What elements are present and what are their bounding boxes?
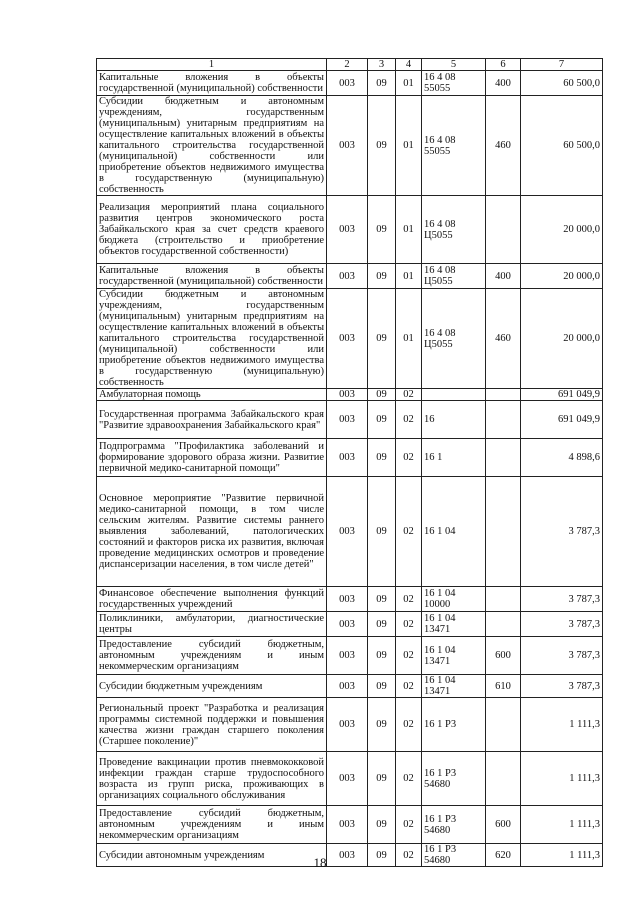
target-article-code: 16 1 04 13471 <box>422 637 486 675</box>
expense-type-code <box>486 698 521 752</box>
admin-code: 003 <box>327 439 368 477</box>
target-article-code: 16 <box>422 401 486 439</box>
column-number: 1 <box>97 59 327 71</box>
table-row <box>97 71 603 96</box>
target-article-code: 16 4 08 Ц5055 <box>422 264 486 289</box>
subsection-code: 02 <box>396 806 422 844</box>
subsection-code: 01 <box>396 264 422 289</box>
subsection-code: 02 <box>396 752 422 806</box>
table-row <box>97 806 603 844</box>
column-number: 6 <box>486 59 521 71</box>
budget-item-name: Финансовое обеспечение выполнения функций государственных учреждений <box>97 587 327 612</box>
budget-item-name: Основное мероприятие "Развитие первичной медико-санитарной помощи, в том числе сельским жителям. Развитие системы раннего выявления заболеваний, патологических состояний и факторов риска их развития, включая проведение медицинских осмотров и проведение диспансеризации населения, в том числе детей" <box>97 477 327 587</box>
table-row <box>97 637 603 675</box>
column-number: 5 <box>422 59 486 71</box>
column-number: 3 <box>368 59 396 71</box>
budget-item-name: Амбулаторная помощь <box>97 389 327 401</box>
table-row <box>97 477 603 587</box>
budget-item-name: Региональный проект "Разработка и реализация программы системной поддержки и повышения качества жизни граждан старшего поколения (Старшее поколение)" <box>97 698 327 752</box>
target-article-code: 16 1 04 <box>422 477 486 587</box>
expense-type-code <box>486 612 521 637</box>
target-article-code: 16 1 Р3 54680 <box>422 844 486 867</box>
section-code: 09 <box>368 612 396 637</box>
amount: 3 787,3 <box>521 675 603 698</box>
section-code: 09 <box>368 196 396 264</box>
amount: 1 111,3 <box>521 844 603 867</box>
table-row <box>97 389 603 401</box>
target-article-code: 16 1 Р3 <box>422 698 486 752</box>
section-code: 09 <box>368 439 396 477</box>
subsection-code: 01 <box>396 71 422 96</box>
subsection-code: 02 <box>396 477 422 587</box>
budget-item-name: Государственная программа Забайкальского края "Развитие здравоохранения Забайкальского края" <box>97 401 327 439</box>
table-row <box>97 675 603 698</box>
table-row <box>97 439 603 477</box>
expense-type-code: 400 <box>486 71 521 96</box>
section-code: 09 <box>368 71 396 96</box>
amount: 691 049,9 <box>521 401 603 439</box>
expense-type-code <box>486 477 521 587</box>
target-article-code: 16 4 08 Ц5055 <box>422 196 486 264</box>
amount: 3 787,3 <box>521 587 603 612</box>
budget-item-name: Капитальные вложения в объекты государственной (муниципальной) собственности <box>97 71 327 96</box>
subsection-code: 02 <box>396 637 422 675</box>
section-code: 09 <box>368 844 396 867</box>
admin-code: 003 <box>327 844 368 867</box>
column-number: 4 <box>396 59 422 71</box>
admin-code: 003 <box>327 389 368 401</box>
subsection-code: 02 <box>396 439 422 477</box>
table-row <box>97 289 603 389</box>
table-row <box>97 698 603 752</box>
amount: 691 049,9 <box>521 389 603 401</box>
amount: 20 000,0 <box>521 264 603 289</box>
budget-table <box>96 58 603 867</box>
section-code: 09 <box>368 401 396 439</box>
subsection-code: 01 <box>396 196 422 264</box>
expense-type-code <box>486 196 521 264</box>
target-article-code: 16 4 08 Ц5055 <box>422 289 486 389</box>
budget-item-name: Субсидии автономным учреждениям <box>97 844 327 867</box>
expense-type-code <box>486 401 521 439</box>
target-article-code: 16 1 <box>422 439 486 477</box>
budget-item-name: Предоставление субсидий бюджетным, автономным учреждениям и иным некоммерческим организациям <box>97 637 327 675</box>
expense-type-code <box>486 389 521 401</box>
subsection-code: 02 <box>396 389 422 401</box>
table-row <box>97 264 603 289</box>
amount: 60 500,0 <box>521 71 603 96</box>
admin-code: 003 <box>327 698 368 752</box>
table-row <box>97 196 603 264</box>
expense-type-code: 620 <box>486 844 521 867</box>
column-number: 7 <box>521 59 603 71</box>
budget-item-name: Реализация мероприятий плана социального развития центров экономического роста Забайкальского края за счет средств краевого бюджета (строительство и приобретение объектов государственной собственности) <box>97 196 327 264</box>
column-number-row <box>97 59 603 71</box>
section-code: 09 <box>368 587 396 612</box>
admin-code: 003 <box>327 289 368 389</box>
amount: 4 898,6 <box>521 439 603 477</box>
expense-type-code <box>486 752 521 806</box>
budget-item-name: Субсидии бюджетным учреждениям <box>97 675 327 698</box>
budget-item-name: Подпрограмма "Профилактика заболеваний и формирование здорового образа жизни. Развитие первичной медико-санитарной помощи" <box>97 439 327 477</box>
amount: 3 787,3 <box>521 612 603 637</box>
amount: 3 787,3 <box>521 637 603 675</box>
target-article-code: 16 1 04 13471 <box>422 675 486 698</box>
subsection-code: 02 <box>396 844 422 867</box>
target-article-code: 16 1 Р3 54680 <box>422 806 486 844</box>
expense-type-code <box>486 439 521 477</box>
table-row <box>97 612 603 637</box>
table-row <box>97 752 603 806</box>
table-row <box>97 587 603 612</box>
admin-code: 003 <box>327 264 368 289</box>
expense-type-code: 460 <box>486 289 521 389</box>
table-row <box>97 401 603 439</box>
budget-item-name: Проведение вакцинации против пневмококковой инфекции граждан старше трудоспособного возраста из групп риска, проживающих в организациях социального обслуживания <box>97 752 327 806</box>
budget-item-name: Предоставление субсидий бюджетным, автономным учреждениям и иным некоммерческим организациям <box>97 806 327 844</box>
section-code: 09 <box>368 637 396 675</box>
section-code: 09 <box>368 289 396 389</box>
admin-code: 003 <box>327 587 368 612</box>
section-code: 09 <box>368 675 396 698</box>
section-code: 09 <box>368 389 396 401</box>
target-article-code: 16 4 08 55055 <box>422 96 486 196</box>
amount: 20 000,0 <box>521 289 603 389</box>
expense-type-code: 600 <box>486 637 521 675</box>
table-row <box>97 96 603 196</box>
section-code: 09 <box>368 752 396 806</box>
amount: 60 500,0 <box>521 96 603 196</box>
subsection-code: 01 <box>396 289 422 389</box>
target-article-code <box>422 389 486 401</box>
admin-code: 003 <box>327 637 368 675</box>
target-article-code: 16 1 Р3 54680 <box>422 752 486 806</box>
amount: 1 111,3 <box>521 752 603 806</box>
budget-item-name: Субсидии бюджетным и автономным учреждениям, государственным (муниципальным) унитарным предприятиям на осуществление капитальных вложений в объекты капитального строительства государственной (муниципальной) собственности или приобретение объектов недвижимого имущества в государственную (муниципальную) собственность <box>97 289 327 389</box>
page-number: 18 <box>313 855 327 870</box>
amount: 1 111,3 <box>521 698 603 752</box>
subsection-code: 01 <box>396 96 422 196</box>
section-code: 09 <box>368 698 396 752</box>
budget-item-name: Поликлиники, амбулатории, диагностические центры <box>97 612 327 637</box>
section-code: 09 <box>368 96 396 196</box>
budget-sheet <box>96 58 602 867</box>
target-article-code: 16 1 04 13471 <box>422 612 486 637</box>
admin-code: 003 <box>327 71 368 96</box>
column-number: 2 <box>327 59 368 71</box>
subsection-code: 02 <box>396 612 422 637</box>
admin-code: 003 <box>327 196 368 264</box>
admin-code: 003 <box>327 401 368 439</box>
expense-type-code: 400 <box>486 264 521 289</box>
expense-type-code <box>486 587 521 612</box>
subsection-code: 02 <box>396 675 422 698</box>
budget-item-name: Субсидии бюджетным и автономным учреждениям, государственным (муниципальным) унитарным предприятиям на осуществление капитальных вложений в объекты капитального строительства государственной (муниципальной) собственности или приобретение объектов недвижимого имущества в государственную (муниципальную) собственность <box>97 96 327 196</box>
subsection-code: 02 <box>396 401 422 439</box>
admin-code: 003 <box>327 96 368 196</box>
subsection-code: 02 <box>396 587 422 612</box>
expense-type-code: 460 <box>486 96 521 196</box>
amount: 3 787,3 <box>521 477 603 587</box>
admin-code: 003 <box>327 477 368 587</box>
admin-code: 003 <box>327 675 368 698</box>
section-code: 09 <box>368 264 396 289</box>
admin-code: 003 <box>327 806 368 844</box>
expense-type-code: 610 <box>486 675 521 698</box>
amount: 1 111,3 <box>521 806 603 844</box>
section-code: 09 <box>368 477 396 587</box>
amount: 20 000,0 <box>521 196 603 264</box>
admin-code: 003 <box>327 612 368 637</box>
section-code: 09 <box>368 806 396 844</box>
expense-type-code: 600 <box>486 806 521 844</box>
target-article-code: 16 1 04 10000 <box>422 587 486 612</box>
budget-item-name: Капитальные вложения в объекты государственной (муниципальной) собственности <box>97 264 327 289</box>
admin-code: 003 <box>327 752 368 806</box>
target-article-code: 16 4 08 55055 <box>422 71 486 96</box>
subsection-code: 02 <box>396 698 422 752</box>
